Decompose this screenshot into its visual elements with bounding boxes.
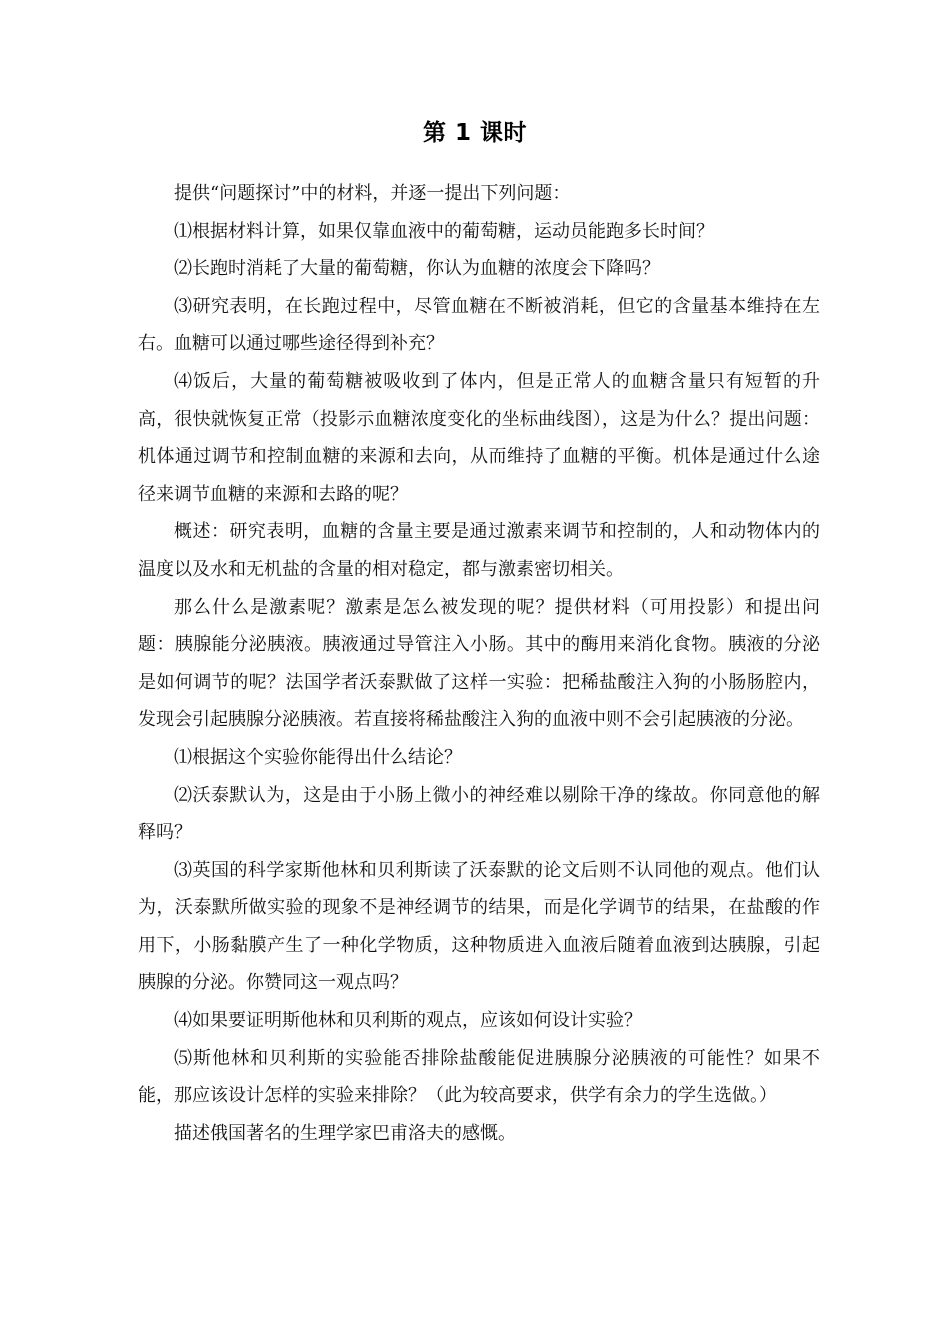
question-1: ⑴根据材料计算，如果仅靠血液中的葡萄糖，运动员能跑多长时间？	[174, 220, 714, 242]
paragraph-pavlov: 描述俄国著名的生理学家巴甫洛夫的感慨。	[174, 1122, 516, 1144]
experiment-question-3: ⑶英国的科学家斯他林和贝利斯读了沃泰默的论文后则不认同他的观点。他们认为，沃泰默所做实验的现象不是神经调节的结果，而是化学调节的结果，在盐酸的作用下，小肠黏膜产生了一种化学物质，这种物质进入血液后随着血液到达胰腺，引起胰腺的分泌。你赞同这一观点吗？	[138, 859, 820, 994]
experiment-question-5: ⑸斯他林和贝利斯的实验能否排除盐酸能促进胰腺分泌胰液的可能性？如果不能，那应该设计怎样的实验来排除？（此为较高要求，供学有余力的学生选做。）	[138, 1047, 820, 1107]
paragraph-hormone-discovery: 那么什么是激素呢？激素是怎么被发现的呢？提供材料（可用投影）和提出问题：胰腺能分泌胰液。胰液通过导管注入小肠。其中的酶用来消化食物。胰液的分泌是如何调节的呢？法国学者沃泰默做了这样一实验：把稀盐酸注入狗的小肠肠腔内，发现会引起胰腺分泌胰液。若直接将稀盐酸注入狗的血液中则不会引起胰液的分泌。	[138, 596, 820, 731]
experiment-question-2: ⑵沃泰默认为，这是由于小肠上微小的神经难以剔除干净的缘故。你同意他的解释吗？	[138, 784, 820, 844]
paragraph-intro: 提供“问题探讨”中的材料，并逐一提出下列问题：	[174, 183, 571, 204]
document-body	[138, 175, 820, 1152]
question-2: ⑵长跑时消耗了大量的葡萄糖，你认为血糖的浓度会下降吗？	[174, 258, 660, 280]
experiment-question-1: ⑴根据这个实验你能得出什么结论？	[174, 746, 462, 768]
experiment-question-4: ⑷如果要证明斯他林和贝利斯的观点，应该如何设计实验？	[174, 1010, 642, 1032]
lesson-title: 第 1 课时	[422, 120, 528, 146]
question-3: ⑶研究表明，在长跑过程中，尽管血糖在不断被消耗，但它的含量基本维持在左右。血糖可以通过哪些途径得到补充？	[138, 295, 820, 355]
paragraph-overview: 概述：研究表明，血糖的含量主要是通过激素来调节和控制的，人和动物体内的温度以及水和无机盐的含量的相对稳定，都与激素密切相关。	[138, 521, 820, 580]
question-4: ⑷饭后，大量的葡萄糖被吸收到了体内，但是正常人的血糖含量只有短暂的升高，很快就恢复正常（投影示血糖浓度变化的坐标曲线图），这是为什么？提出问题：机体通过调节和控制血糖的来源和去向，从而维持了血糖的平衡。机体是通过什么途径来调节血糖的来源和去路的呢？	[138, 370, 820, 505]
